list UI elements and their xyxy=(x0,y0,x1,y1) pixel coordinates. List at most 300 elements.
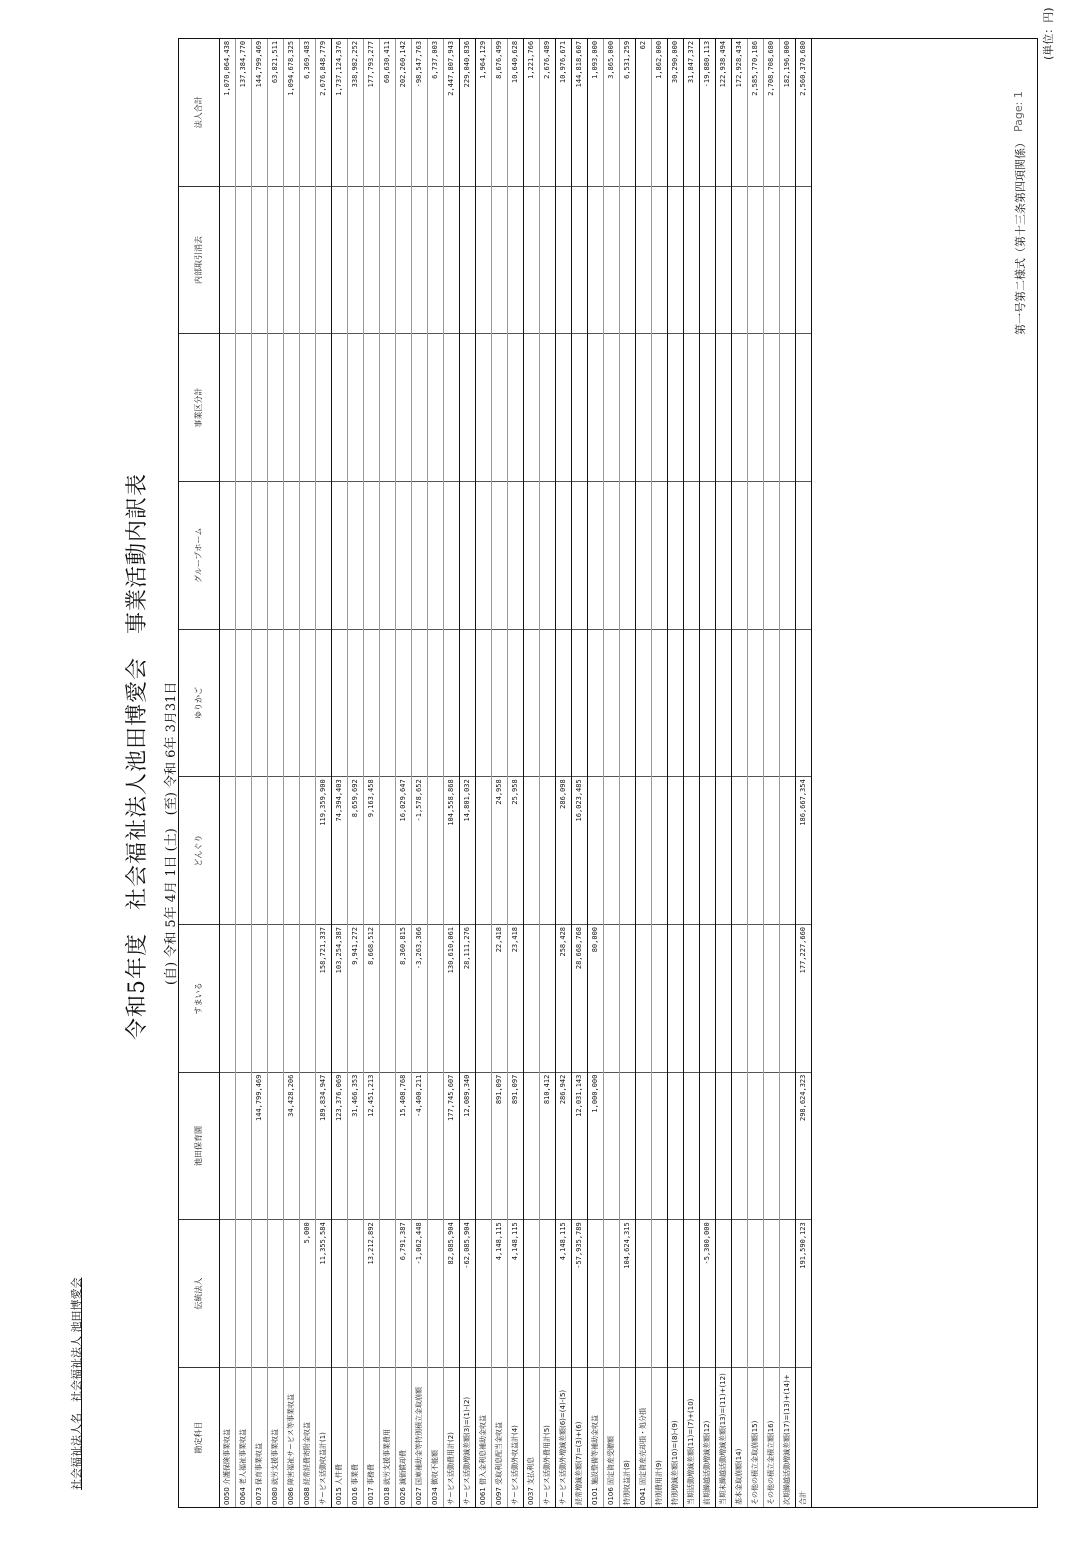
amount-cell xyxy=(540,1219,555,1367)
amount-cell xyxy=(764,1219,779,1367)
amount-cell xyxy=(796,481,811,629)
amount-cell: 12,451,213 xyxy=(364,1072,379,1220)
amount-cell xyxy=(652,629,667,777)
amount-cell xyxy=(620,629,635,777)
amount-cell xyxy=(668,481,683,629)
amount-cell xyxy=(508,333,523,481)
amount-cell: -1,062,448 xyxy=(412,1219,427,1367)
amount-cell xyxy=(732,1219,747,1367)
amount-cell xyxy=(476,924,491,1072)
amount-cell: 338,982,252 xyxy=(351,40,359,88)
amount-cell: 202,260,142 xyxy=(399,40,407,88)
amount-cell xyxy=(652,1219,667,1367)
amount-cell: 4,148,115 xyxy=(492,1219,507,1367)
table-row xyxy=(604,39,620,1507)
table-row xyxy=(476,39,492,1507)
amount-cell xyxy=(668,1072,683,1220)
amount-cell: 891,097 xyxy=(492,1072,507,1220)
account-label: その他の積立金積立額(16) xyxy=(764,1367,779,1507)
amount-cell xyxy=(556,333,571,481)
table-row xyxy=(700,39,716,1507)
amount-cell xyxy=(652,186,667,334)
amount-cell xyxy=(524,1219,539,1367)
account-label: 当期末繰越活動増減差額(13)=(11)+(12) xyxy=(716,1367,731,1507)
amount-cell: 177,745,607 xyxy=(444,1072,459,1220)
amount-cell: 11,355,584 xyxy=(316,1219,331,1367)
activity-breakdown-table xyxy=(178,38,1038,1508)
table-row xyxy=(508,39,524,1507)
amount-cell xyxy=(668,629,683,777)
amount-cell xyxy=(748,1072,763,1220)
account-label: サービス活動増減差額(3)=(1)-(2) xyxy=(460,1367,475,1507)
table-row xyxy=(780,39,796,1507)
amount-cell xyxy=(780,1072,795,1220)
column-header: 内部取引消去 xyxy=(179,186,219,334)
amount-cell xyxy=(604,776,619,924)
amount-cell xyxy=(620,186,635,334)
amount-cell xyxy=(780,924,795,1072)
amount-cell xyxy=(396,629,411,777)
amount-cell xyxy=(348,186,363,334)
amount-cell: -5,300,000 xyxy=(700,1219,715,1367)
amount-cell xyxy=(780,481,795,629)
amount-cell xyxy=(236,186,251,334)
amount-cell xyxy=(476,629,491,777)
amount-cell: 9,941,272 xyxy=(348,924,363,1072)
amount-cell: 1,094,678,325 xyxy=(287,40,295,96)
amount-cell xyxy=(732,1072,747,1220)
amount-cell xyxy=(748,186,763,334)
amount-cell xyxy=(684,1219,699,1367)
table-row xyxy=(252,39,268,1507)
amount-cell: 31,847,372 xyxy=(687,40,695,84)
amount-cell xyxy=(284,1219,299,1367)
amount-cell xyxy=(268,186,283,334)
page-number: Page: 1 xyxy=(1012,91,1025,132)
account-label: 0061 借入金利息補助金収益 xyxy=(476,1367,491,1507)
amount-cell xyxy=(236,776,251,924)
amount-cell xyxy=(428,481,443,629)
amount-cell xyxy=(732,481,747,629)
amount-cell xyxy=(220,1072,235,1220)
table-row xyxy=(556,39,572,1507)
amount-cell xyxy=(460,186,475,334)
amount-cell xyxy=(444,186,459,334)
amount-cell xyxy=(668,776,683,924)
table-row xyxy=(492,39,508,1507)
amount-cell: 80,000 xyxy=(588,924,603,1072)
amount-cell xyxy=(588,333,603,481)
amount-cell: 4,148,115 xyxy=(508,1219,523,1367)
amount-cell: 182,196,000 xyxy=(783,40,791,88)
amount-cell: 286,098 xyxy=(556,776,571,924)
amount-cell xyxy=(284,924,299,1072)
amount-cell xyxy=(556,481,571,629)
amount-cell xyxy=(220,1219,235,1367)
amount-cell xyxy=(300,776,315,924)
amount-cell: 60,630,411 xyxy=(383,40,391,84)
amount-cell xyxy=(588,481,603,629)
amount-cell: 2,447,807,943 xyxy=(447,40,455,96)
amount-cell xyxy=(700,481,715,629)
amount-cell xyxy=(604,1072,619,1220)
amount-cell xyxy=(316,629,331,777)
amount-cell: 103,254,387 xyxy=(332,924,347,1072)
amount-cell: 810,412 xyxy=(540,1072,555,1220)
amount-cell xyxy=(764,186,779,334)
amount-cell xyxy=(524,481,539,629)
amount-cell xyxy=(316,333,331,481)
amount-cell: 1,964,129 xyxy=(479,40,487,79)
amount-cell xyxy=(284,186,299,334)
amount-cell xyxy=(316,481,331,629)
table-row xyxy=(668,39,684,1507)
amount-cell xyxy=(668,1219,683,1367)
amount-cell: 229,040,836 xyxy=(463,40,471,88)
amount-cell xyxy=(412,481,427,629)
table-row xyxy=(332,39,348,1507)
amount-cell xyxy=(460,629,475,777)
amount-cell xyxy=(684,1072,699,1220)
column-header: どんぐり xyxy=(179,776,219,924)
amount-cell xyxy=(620,776,635,924)
amount-cell xyxy=(604,629,619,777)
amount-cell xyxy=(636,629,651,777)
amount-cell: 258,428 xyxy=(556,924,571,1072)
amount-cell xyxy=(236,333,251,481)
amount-cell xyxy=(268,1072,283,1220)
amount-cell xyxy=(572,481,587,629)
amount-cell xyxy=(492,186,507,334)
account-label: サービス活動外費用計(5) xyxy=(540,1367,555,1507)
amount-cell: 62 xyxy=(639,40,647,50)
amount-cell xyxy=(380,924,395,1072)
amount-cell xyxy=(668,924,683,1072)
amount-cell xyxy=(540,481,555,629)
amount-cell xyxy=(268,776,283,924)
table-header xyxy=(179,39,220,1507)
account-label: 0097 受取利息配当金収益 xyxy=(492,1367,507,1507)
amount-cell xyxy=(300,481,315,629)
amount-cell: 28,111,276 xyxy=(460,924,475,1072)
amount-cell xyxy=(556,629,571,777)
amount-cell xyxy=(300,186,315,334)
amount-cell xyxy=(764,481,779,629)
amount-cell xyxy=(652,776,667,924)
amount-cell xyxy=(652,1072,667,1220)
amount-cell xyxy=(796,629,811,777)
account-label: 0073 保育事業収益 xyxy=(252,1367,267,1507)
amount-cell xyxy=(284,333,299,481)
amount-cell: -1,578,652 xyxy=(412,776,427,924)
amount-cell xyxy=(684,333,699,481)
amount-cell: -57,935,789 xyxy=(572,1219,587,1367)
amount-cell: 4,148,115 xyxy=(556,1219,571,1367)
amount-cell xyxy=(780,186,795,334)
account-label: 基本金取崩額(14) xyxy=(732,1367,747,1507)
amount-cell: 24,958 xyxy=(492,776,507,924)
amount-cell xyxy=(524,186,539,334)
amount-cell: 74,394,403 xyxy=(332,776,347,924)
amount-cell: 2,676,848,779 xyxy=(319,40,327,96)
amount-cell: 25,958 xyxy=(508,776,523,924)
amount-cell xyxy=(636,776,651,924)
amount-cell xyxy=(396,333,411,481)
amount-cell xyxy=(380,333,395,481)
amount-cell: 177,227,660 xyxy=(796,924,811,1072)
amount-cell xyxy=(636,481,651,629)
amount-cell xyxy=(252,1219,267,1367)
amount-cell: 6,531,259 xyxy=(623,40,631,79)
amount-cell: 1,093,000 xyxy=(591,40,599,79)
amount-cell xyxy=(636,1219,651,1367)
amount-cell xyxy=(508,481,523,629)
amount-cell: 30,290,000 xyxy=(671,40,679,84)
amount-cell xyxy=(780,776,795,924)
amount-cell xyxy=(588,186,603,334)
amount-cell: 298,624,323 xyxy=(796,1072,811,1220)
amount-cell xyxy=(652,481,667,629)
amount-cell xyxy=(556,186,571,334)
account-label: 0064 老人福祉事業収益 xyxy=(236,1367,251,1507)
amount-cell xyxy=(220,776,235,924)
amount-cell xyxy=(444,629,459,777)
amount-cell xyxy=(396,186,411,334)
amount-cell xyxy=(732,186,747,334)
amount-cell xyxy=(700,776,715,924)
amount-cell xyxy=(380,1219,395,1367)
amount-cell xyxy=(220,333,235,481)
table-body xyxy=(220,39,1038,1507)
amount-cell xyxy=(380,1072,395,1220)
account-label: 経常増減差額(7)=(3)+(6) xyxy=(572,1367,587,1507)
amount-cell: 16,029,647 xyxy=(396,776,411,924)
amount-cell xyxy=(332,333,347,481)
amount-cell xyxy=(716,186,731,334)
amount-cell xyxy=(444,333,459,481)
amount-cell xyxy=(684,186,699,334)
table-row xyxy=(620,39,636,1507)
amount-cell xyxy=(524,333,539,481)
amount-cell xyxy=(620,333,635,481)
amount-cell xyxy=(364,186,379,334)
table-row xyxy=(220,39,236,1507)
form-number: 第一号第二様式（第十三条第四項関係） xyxy=(1014,137,1027,335)
amount-cell xyxy=(684,776,699,924)
table-row xyxy=(572,39,588,1507)
amount-cell xyxy=(700,333,715,481)
amount-cell xyxy=(572,629,587,777)
amount-cell: 15,408,768 xyxy=(396,1072,411,1220)
table-row xyxy=(380,39,396,1507)
amount-cell xyxy=(636,333,651,481)
account-label: 0050 介護保険事業収益 xyxy=(220,1367,235,1507)
amount-cell xyxy=(268,924,283,1072)
amount-cell: 82,085,904 xyxy=(444,1219,459,1367)
amount-cell: 177,793,277 xyxy=(367,40,375,88)
amount-cell: 22,418 xyxy=(492,924,507,1072)
amount-cell xyxy=(668,333,683,481)
amount-cell xyxy=(764,333,779,481)
amount-cell xyxy=(492,629,507,777)
amount-cell xyxy=(252,776,267,924)
amount-cell: 6,369,483 xyxy=(303,40,311,79)
column-header: 法人合計 xyxy=(193,96,203,129)
amount-cell xyxy=(332,629,347,777)
amount-cell xyxy=(364,333,379,481)
amount-cell: -62,085,904 xyxy=(460,1219,475,1367)
fiscal-period: (自) 令和 5年 4月 1日 (土) (至) 令和 6年 3月31日 xyxy=(164,681,179,985)
amount-cell xyxy=(428,776,443,924)
table-row xyxy=(396,39,412,1507)
amount-cell xyxy=(732,776,747,924)
account-label: サービス活動収益計(1) xyxy=(316,1367,331,1507)
amount-cell: 3,865,000 xyxy=(607,40,615,79)
table-row xyxy=(652,39,668,1507)
account-label: 特別増減差額(10)=(8)-(9) xyxy=(668,1367,683,1507)
amount-cell xyxy=(348,629,363,777)
amount-cell: 1,000,000 xyxy=(588,1072,603,1220)
table-row xyxy=(300,39,316,1507)
amount-cell xyxy=(268,629,283,777)
amount-cell xyxy=(652,924,667,1072)
amount-cell xyxy=(604,481,619,629)
amount-cell: 891,097 xyxy=(508,1072,523,1220)
amount-cell xyxy=(476,1072,491,1220)
amount-cell: 8,676,499 xyxy=(495,40,503,79)
amount-cell: 9,163,458 xyxy=(364,776,379,924)
amount-cell xyxy=(716,629,731,777)
table-row xyxy=(428,39,444,1507)
amount-cell xyxy=(492,333,507,481)
amount-cell xyxy=(236,1072,251,1220)
amount-cell xyxy=(284,481,299,629)
account-label: 0106 固定資産受贈額 xyxy=(604,1367,619,1507)
amount-cell xyxy=(604,186,619,334)
unit-label: (単位：円) xyxy=(1042,7,1055,60)
amount-cell: 158,721,337 xyxy=(316,924,331,1072)
amount-cell xyxy=(748,333,763,481)
amount-cell: 8,360,815 xyxy=(396,924,411,1072)
amount-cell xyxy=(716,1219,731,1367)
amount-cell: 28,668,768 xyxy=(572,924,587,1072)
table-row xyxy=(748,39,764,1507)
amount-cell xyxy=(252,186,267,334)
amount-cell: 1,221,766 xyxy=(527,40,535,79)
amount-cell: 1,862,000 xyxy=(655,40,663,79)
amount-cell: 6,791,387 xyxy=(396,1219,411,1367)
amount-cell: 8,668,512 xyxy=(364,924,379,1072)
amount-cell xyxy=(748,776,763,924)
amount-cell xyxy=(764,629,779,777)
column-header: グループホーム xyxy=(179,481,219,629)
amount-cell xyxy=(524,629,539,777)
amount-cell xyxy=(428,629,443,777)
amount-cell xyxy=(412,629,427,777)
amount-cell xyxy=(732,924,747,1072)
amount-cell xyxy=(428,924,443,1072)
account-label: 0041 固定資産売却損・処分損 xyxy=(636,1367,651,1507)
amount-cell xyxy=(444,481,459,629)
amount-cell xyxy=(364,629,379,777)
amount-cell xyxy=(684,481,699,629)
amount-cell xyxy=(284,776,299,924)
account-label: 0037 支払利息 xyxy=(524,1367,539,1507)
table-row xyxy=(236,39,252,1507)
table-row xyxy=(540,39,556,1507)
amount-cell xyxy=(588,776,603,924)
amount-cell xyxy=(540,333,555,481)
amount-cell: 119,359,900 xyxy=(316,776,331,924)
amount-cell xyxy=(268,333,283,481)
amount-cell xyxy=(732,333,747,481)
amount-cell: 144,799,469 xyxy=(255,40,263,88)
amount-cell: 2,676,489 xyxy=(543,40,551,79)
account-label: サービス活動外増減差額(6)=(4)-(5) xyxy=(556,1367,571,1507)
account-label: 次期繰越活動増減差額(17)=(13)+(14)+ xyxy=(780,1367,795,1507)
account-label: 0080 就労支援事業収益 xyxy=(268,1367,283,1507)
amount-cell xyxy=(716,481,731,629)
amount-cell xyxy=(220,186,235,334)
account-label: 当期活動増減差額(11)=(7)+(10) xyxy=(684,1367,699,1507)
amount-cell xyxy=(764,924,779,1072)
amount-cell xyxy=(796,333,811,481)
account-label: 特別費用計(9) xyxy=(652,1367,667,1507)
corporation-name: 社会福祉法人名 社会福祉法人 池田博愛会 xyxy=(70,1277,83,1490)
amount-cell xyxy=(524,924,539,1072)
amount-cell: 13,212,892 xyxy=(364,1219,379,1367)
amount-cell xyxy=(428,1219,443,1367)
amount-cell: 12,089,340 xyxy=(460,1072,475,1220)
amount-cell: 10,976,671 xyxy=(559,40,567,84)
table-row xyxy=(716,39,732,1507)
account-label: サービス活動外収益計(4) xyxy=(508,1367,523,1507)
account-label: その他の積立金取崩額(15) xyxy=(748,1367,763,1507)
amount-cell xyxy=(348,481,363,629)
amount-cell: 191,590,123 xyxy=(796,1219,811,1367)
amount-cell xyxy=(636,924,651,1072)
amount-cell: 10,640,628 xyxy=(511,40,519,84)
amount-cell xyxy=(780,1219,795,1367)
amount-cell xyxy=(300,924,315,1072)
amount-cell: -98,547,763 xyxy=(415,40,423,88)
amount-cell xyxy=(700,1072,715,1220)
amount-cell xyxy=(716,333,731,481)
amount-cell xyxy=(316,186,331,334)
table-row xyxy=(588,39,604,1507)
amount-cell xyxy=(524,776,539,924)
amount-cell xyxy=(476,333,491,481)
amount-cell: 137,384,770 xyxy=(239,40,247,88)
amount-cell: -19,880,113 xyxy=(703,40,711,88)
table-row xyxy=(444,39,460,1507)
amount-cell xyxy=(620,481,635,629)
amount-cell xyxy=(684,629,699,777)
account-label: 0015 人件費 xyxy=(332,1367,347,1507)
amount-cell: 104,624,315 xyxy=(620,1219,635,1367)
amount-cell xyxy=(668,186,683,334)
amount-cell xyxy=(748,629,763,777)
amount-cell: 5,000 xyxy=(300,1219,315,1367)
amount-cell xyxy=(332,481,347,629)
amount-cell xyxy=(380,481,395,629)
amount-cell: 130,610,061 xyxy=(444,924,459,1072)
amount-cell xyxy=(748,1219,763,1367)
amount-cell xyxy=(380,186,395,334)
amount-cell: 31,466,353 xyxy=(348,1072,363,1220)
amount-cell xyxy=(348,1219,363,1367)
column-header: 事業区分計 xyxy=(179,333,219,481)
